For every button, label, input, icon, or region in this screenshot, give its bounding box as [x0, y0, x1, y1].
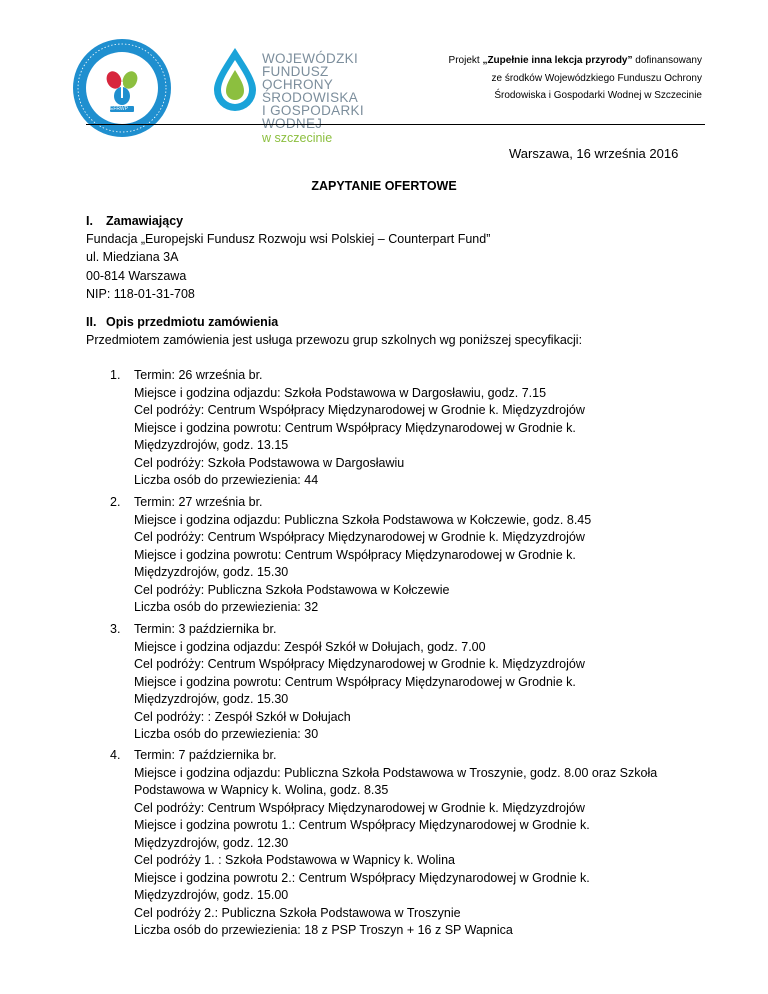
- item-line: Cel podróży: Centrum Współpracy Międzynarodowej w Grodnie k. Międzyzdrojów: [134, 403, 585, 417]
- item-line: Miejsce i godzina powrotu 2.: Centrum Współpracy Międzynarodowej w Grodnie k.: [134, 870, 590, 885]
- item-number: 4.: [110, 748, 121, 762]
- item-line: Termin: 26 września br.: [134, 368, 263, 382]
- item-line: Cel podróży 2.: Publiczna Szkoła Podstawowa w Troszynie: [134, 905, 461, 920]
- item-line: Liczba osób do przewiezienia: 44: [134, 473, 319, 487]
- list-item: [110, 367, 710, 490]
- list-item: [110, 747, 710, 940]
- section-order-description: [86, 313, 706, 349]
- item-line: Międzyzdrojów, godz. 15.00: [134, 888, 289, 902]
- section-title: Opis przedmiotu zamówienia: [106, 315, 279, 329]
- section-intro: Przedmiotem zamówienia jest usługa przewozu grup szkolnych wg poniższej specyfikacji:: [86, 333, 583, 348]
- item-line: Cel podróży: Centrum Współpracy Międzynarodowej w Grodnie k. Międzyzdrojów: [134, 657, 585, 671]
- section-contracting-party: [86, 212, 706, 303]
- wordmark-city: w szczecinie: [262, 131, 333, 145]
- project-line-3: Środowiska i Gospodarki Wodnej w Szczecinie: [494, 90, 702, 101]
- item-line: Liczba osób do przewiezienia: 32: [134, 600, 319, 614]
- wordmark-line: I GOSPODARKI WODNEJ: [262, 103, 364, 131]
- item-line: Miejsce i godzina powrotu: Centrum Współpracy Międzynarodowej w Grodnie k.: [134, 674, 576, 689]
- item-line: Miejsce i godzina odjazdu: Publiczna Szkoła Podstawowa w Troszynie, godz. 8.00 oraz Szkoła: [134, 765, 658, 780]
- logo-left-sub: EFRWP: [110, 106, 128, 112]
- item-line: Miejsce i godzina odjazdu: Szkoła Podstawowa w Dargosławiu, godz. 7.15: [134, 385, 547, 400]
- address-line: ul. Miedziana 3A: [86, 250, 179, 265]
- item-line: Cel podróży: Publiczna Szkoła Podstawowa w Kołczewie: [134, 582, 450, 597]
- section-heading: [86, 313, 706, 331]
- wordmark-line: WOJEWÓDZKI FUNDUSZ: [262, 51, 358, 79]
- project-funding-note: [402, 52, 702, 105]
- item-line: Międzyzdrojów, godz. 12.30: [134, 835, 289, 850]
- item-number: 2.: [110, 495, 121, 509]
- address-line: Fundacja „Europejski Fundusz Rozwoju wsi Polskiej – Counterpart Fund”: [86, 232, 491, 247]
- wfosigw-wordmark: [262, 52, 422, 145]
- project-line-2: ze środków Wojewódzkiego Funduszu Ochrony: [491, 72, 702, 84]
- list-item: [110, 621, 710, 744]
- item-line: Liczba osób do przewiezienia: 30: [134, 727, 319, 741]
- header-divider: [86, 124, 705, 125]
- section-heading: [86, 212, 706, 230]
- item-line: Międzyzdrojów, godz. 15.30: [134, 692, 289, 706]
- wfosigw-drop-logo: [212, 46, 258, 112]
- item-number: 1.: [110, 368, 121, 382]
- project-suffix: dofinansowany: [632, 55, 702, 66]
- section-title: Zamawiający: [106, 214, 184, 228]
- section-number: I.: [86, 214, 93, 228]
- item-line: Międzyzdrojów, godz. 13.15: [134, 438, 289, 452]
- project-name: „Zupełnie inna lekcja przyrody”: [482, 55, 633, 66]
- item-line: Cel podróży: : Zespół Szkół w Dołujach: [134, 709, 351, 724]
- item-line: Miejsce i godzina odjazdu: Zespół Szkół w Dołujach, godz. 7.00: [134, 639, 486, 654]
- project-prefix: Projekt: [448, 55, 483, 66]
- item-line: Termin: 27 września br.: [134, 495, 263, 509]
- item-line: Miejsce i godzina powrotu: Centrum Współpracy Międzynarodowej w Grodnie k.: [134, 420, 576, 435]
- item-line: Międzyzdrojów, godz. 15.30: [134, 565, 289, 579]
- item-line: Cel podróży: Centrum Współpracy Międzynarodowej w Grodnie k. Międzyzdrojów: [134, 530, 585, 544]
- item-line: Termin: 3 października br.: [134, 622, 277, 636]
- section-number: II.: [86, 315, 97, 329]
- item-line: Miejsce i godzina powrotu: Centrum Współpracy Międzynarodowej w Grodnie k.: [134, 547, 576, 562]
- item-line: Termin: 7 października br.: [134, 748, 277, 762]
- list-item: [110, 494, 710, 617]
- item-line: Cel podróży: Centrum Współpracy Międzynarodowej w Grodnie k. Międzyzdrojów: [134, 800, 585, 815]
- item-line: Podstawowa w Wapnicy k. Wolina, godz. 8.35: [134, 783, 389, 797]
- item-line: Miejsce i godzina powrotu 1.: Centrum Współpracy Międzynarodowej w Grodnie k.: [134, 818, 590, 832]
- address-line: NIP: 118-01-31-708: [86, 286, 195, 301]
- document-title: ZAPYTANIE OFERTOWE: [311, 179, 457, 193]
- address-line: 00-814 Warszawa: [86, 268, 187, 283]
- item-line: Cel podróży: Szkoła Podstawowa w Dargosławiu: [134, 455, 405, 470]
- wordmark-line: OCHRONY ŚRODOWISKA: [262, 77, 359, 105]
- item-line: Cel podróży 1. : Szkoła Podstawowa w Wapnicy k. Wolina: [134, 853, 455, 867]
- item-line: Liczba osób do przewiezienia: 18 z PSP Troszyn + 16 z SP Wapnica: [134, 923, 513, 937]
- document-date: Warszawa, 16 września 2016: [509, 146, 679, 161]
- item-line: Miejsce i godzina odjazdu: Publiczna Szkoła Podstawowa w Kołczewie, godz. 8.45: [134, 512, 592, 527]
- cwm-efrwp-logo: [72, 38, 172, 138]
- item-number: 3.: [110, 622, 121, 636]
